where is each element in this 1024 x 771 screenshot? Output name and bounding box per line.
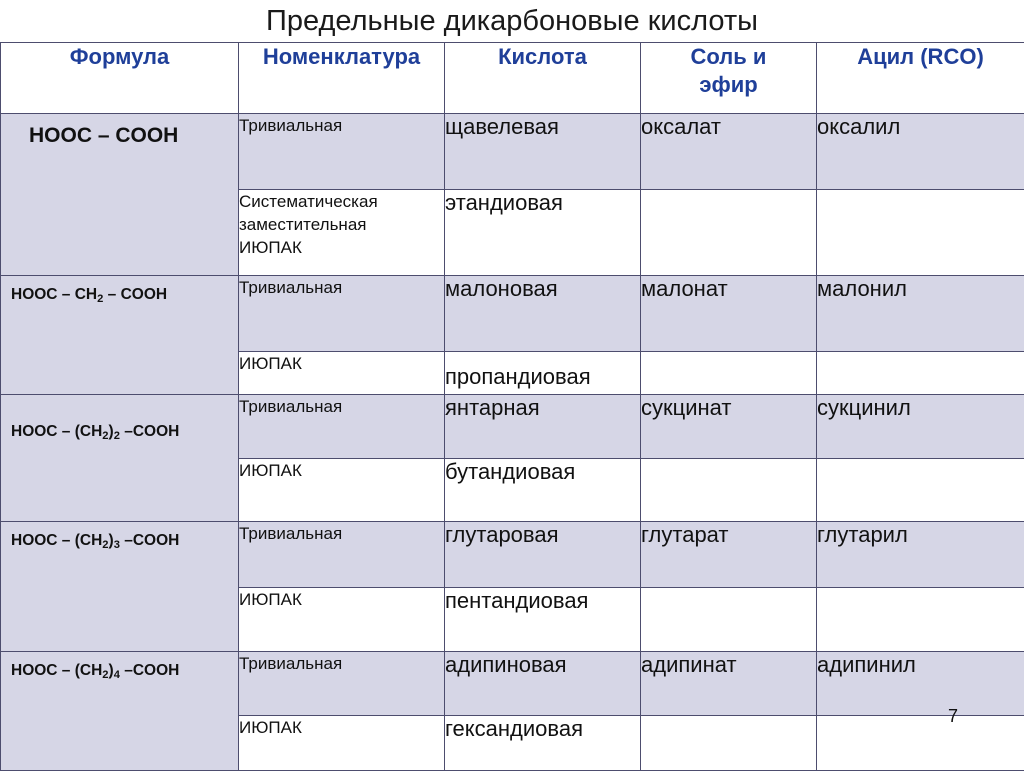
acyl-cell: адипинил — [817, 652, 1024, 716]
acyl-cell — [817, 716, 1024, 771]
formula-cell: HOOC – $(CH_2)_4$ –COOH — [1, 652, 239, 771]
nomenclature-cell: ИЮПАК — [239, 352, 445, 395]
acid-cell: бутандиовая — [445, 459, 641, 522]
nomenclature-line: Систематическая — [239, 192, 378, 211]
acyl-cell: сукцинил — [817, 395, 1024, 459]
dicarboxylic-acids-table — [0, 42, 1024, 771]
table-row — [1, 395, 1024, 459]
nomenclature-cell: ИЮПАК — [239, 588, 445, 652]
acyl-cell: малонил — [817, 276, 1024, 352]
salt-cell — [641, 588, 817, 652]
formula-cell: HOOC – COOH — [1, 114, 239, 276]
acyl-cell — [817, 190, 1024, 276]
nomenclature-cell: Тривиальная — [239, 522, 445, 588]
salt-cell — [641, 459, 817, 522]
nomenclature-cell — [239, 190, 445, 276]
salt-cell — [641, 716, 817, 771]
acid-cell: пропандиовая — [445, 352, 641, 395]
acid-cell: этандиовая — [445, 190, 641, 276]
table-row — [1, 276, 1024, 352]
header-acyl: Ацил (RCO) — [817, 43, 1024, 114]
nomenclature-cell: Тривиальная — [239, 652, 445, 716]
salt-cell: оксалат — [641, 114, 817, 190]
acid-cell: малоновая — [445, 276, 641, 352]
nomenclature-cell: ИЮПАК — [239, 716, 445, 771]
header-salt-ester — [641, 43, 817, 114]
acid-cell: адипиновая — [445, 652, 641, 716]
formula-cell: HOOC – $(CH_2)_2$ –COOH — [1, 395, 239, 522]
acid-cell: глутаровая — [445, 522, 641, 588]
acid-cell: гександиовая — [445, 716, 641, 771]
nomenclature-cell: Тривиальная — [239, 114, 445, 190]
slide-title: Предельные дикарбоновые кислоты — [0, 0, 1024, 42]
acyl-cell: глутарил — [817, 522, 1024, 588]
header-salt-line2: эфир — [699, 72, 757, 97]
acid-cell: янтарная — [445, 395, 641, 459]
acyl-cell — [817, 588, 1024, 652]
salt-cell: сукцинат — [641, 395, 817, 459]
header-row — [1, 43, 1024, 114]
salt-cell: малонат — [641, 276, 817, 352]
table-row — [1, 114, 1024, 190]
salt-cell — [641, 352, 817, 395]
acyl-cell: оксалил — [817, 114, 1024, 190]
nomenclature-line: заместительная — [239, 215, 366, 234]
acyl-cell — [817, 352, 1024, 395]
nomenclature-line: ИЮПАК — [239, 238, 302, 257]
table-row — [1, 522, 1024, 588]
salt-cell — [641, 190, 817, 276]
header-acid: Кислота — [445, 43, 641, 114]
page-number: 7 — [948, 706, 958, 727]
header-formula: Формула — [1, 43, 239, 114]
salt-cell: адипинат — [641, 652, 817, 716]
nomenclature-cell: Тривиальная — [239, 395, 445, 459]
header-salt-line1: Соль и — [691, 44, 767, 69]
formula-cell: HOOC – $(CH_2)_3$ –COOH — [1, 522, 239, 652]
acid-cell: пентандиовая — [445, 588, 641, 652]
table-row — [1, 652, 1024, 716]
formula-cell: HOOC – $CH_2$ – COOH — [1, 276, 239, 395]
header-nomenclature: Номенклатура — [239, 43, 445, 114]
nomenclature-cell: ИЮПАК — [239, 459, 445, 522]
salt-cell: глутарат — [641, 522, 817, 588]
acid-cell: щавелевая — [445, 114, 641, 190]
acyl-cell — [817, 459, 1024, 522]
nomenclature-cell: Тривиальная — [239, 276, 445, 352]
